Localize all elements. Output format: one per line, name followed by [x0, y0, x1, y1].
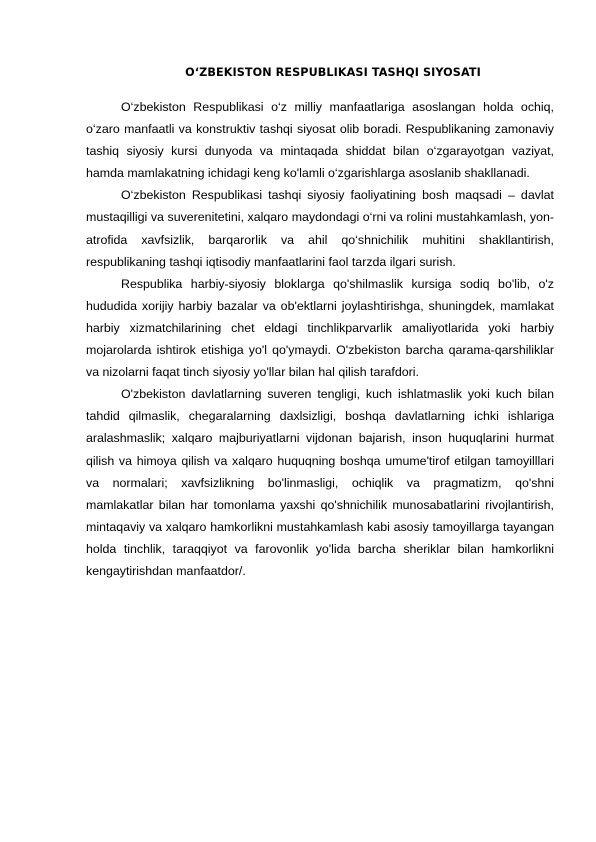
paragraph-2: O‘zbekiston Respublikasi tashqi siyosiy faoliyatining bosh maqsadi – davlat mustaqilligi va suverenitetini, xalqaro maydondagi o‘rni va rolini mustahkamlash, yon-atrofida xavfsizlik, barqarorlik va ahil qo‘shnichilik muhitini shakllantirish, respublikaning tashqi iqtisodiy manfaatlarini faol tarzda ilgari surish. [86, 188, 554, 269]
document-body [86, 96, 554, 582]
paragraph-4: O'zbekiston davlatlarning suveren tengligi, kuch ishlatmaslik yoki kuch bilan tahdid qilmaslik, chegaralarning daxlsizligi, boshqa davlatlarning ichki ishlariga aralashmaslik; xalqaro majburiyatlarni vijdonan bajarish, inson huquqlarini hurmat qilish va himoya qilish va xalqaro huquqning boshqa umume'tirof etilgan tamoyilllari va normalari; xavfsizlikning bo'linmasligi, ochiqlik va pragmatizm, qo'shni mamlakatlar bilan har tomonlama yaxshi qo'shnichilik munosabatlarini rivojlantirish, mintaqaviy va xalqaro hamkorlikni mustahkamlash kabi asosiy tamoyillarga tayangan holda tinchlik, taraqqiyot va farovonlik yo'lida barcha sheriklar bilan hamkorlikni kengaytirishdan manfaatdor/. [86, 387, 554, 578]
paragraph-3: Respublika harbiy-siyosiy bloklarga qo'shilmaslik kursiga sodiq bo'lib, o'z hududida xorijiy harbiy bazalar va ob'ektlarni joylashtirishga, shuningdek, mamlakat harbiy xizmatchilarining chet eldagi tinchlikparvarlik amaliyotlarida yoki harbiy mojarolarda ishtirok etishiga yo'l qo'ymaydi. O'zbekiston barcha qarama-qarshiliklar va nizolarni faqat tinch siyosiy yo'llar bilan hal qilish tarafdori. [86, 276, 554, 380]
paragraph-1: O‘zbekiston Respublikasi o‘z milliy manfaatlariga asoslangan holda ochiq, o‘zaro manfaatli va konstruktiv tashqi siyosat olib boradi. Respublikaning zamonaviy tashiq siyosiy kursi dunyoda va mintaqada shiddat bilan o‘zgarayotgan vaziyat, hamda mamlakatning ichidagi keng ko'lamli o‘zgarishlarga asoslanib shakllanadi. [86, 100, 554, 181]
document-title: O‘ZBEKISTON RESPUBLIKASI TASHQI SIYOSATI [185, 66, 481, 79]
